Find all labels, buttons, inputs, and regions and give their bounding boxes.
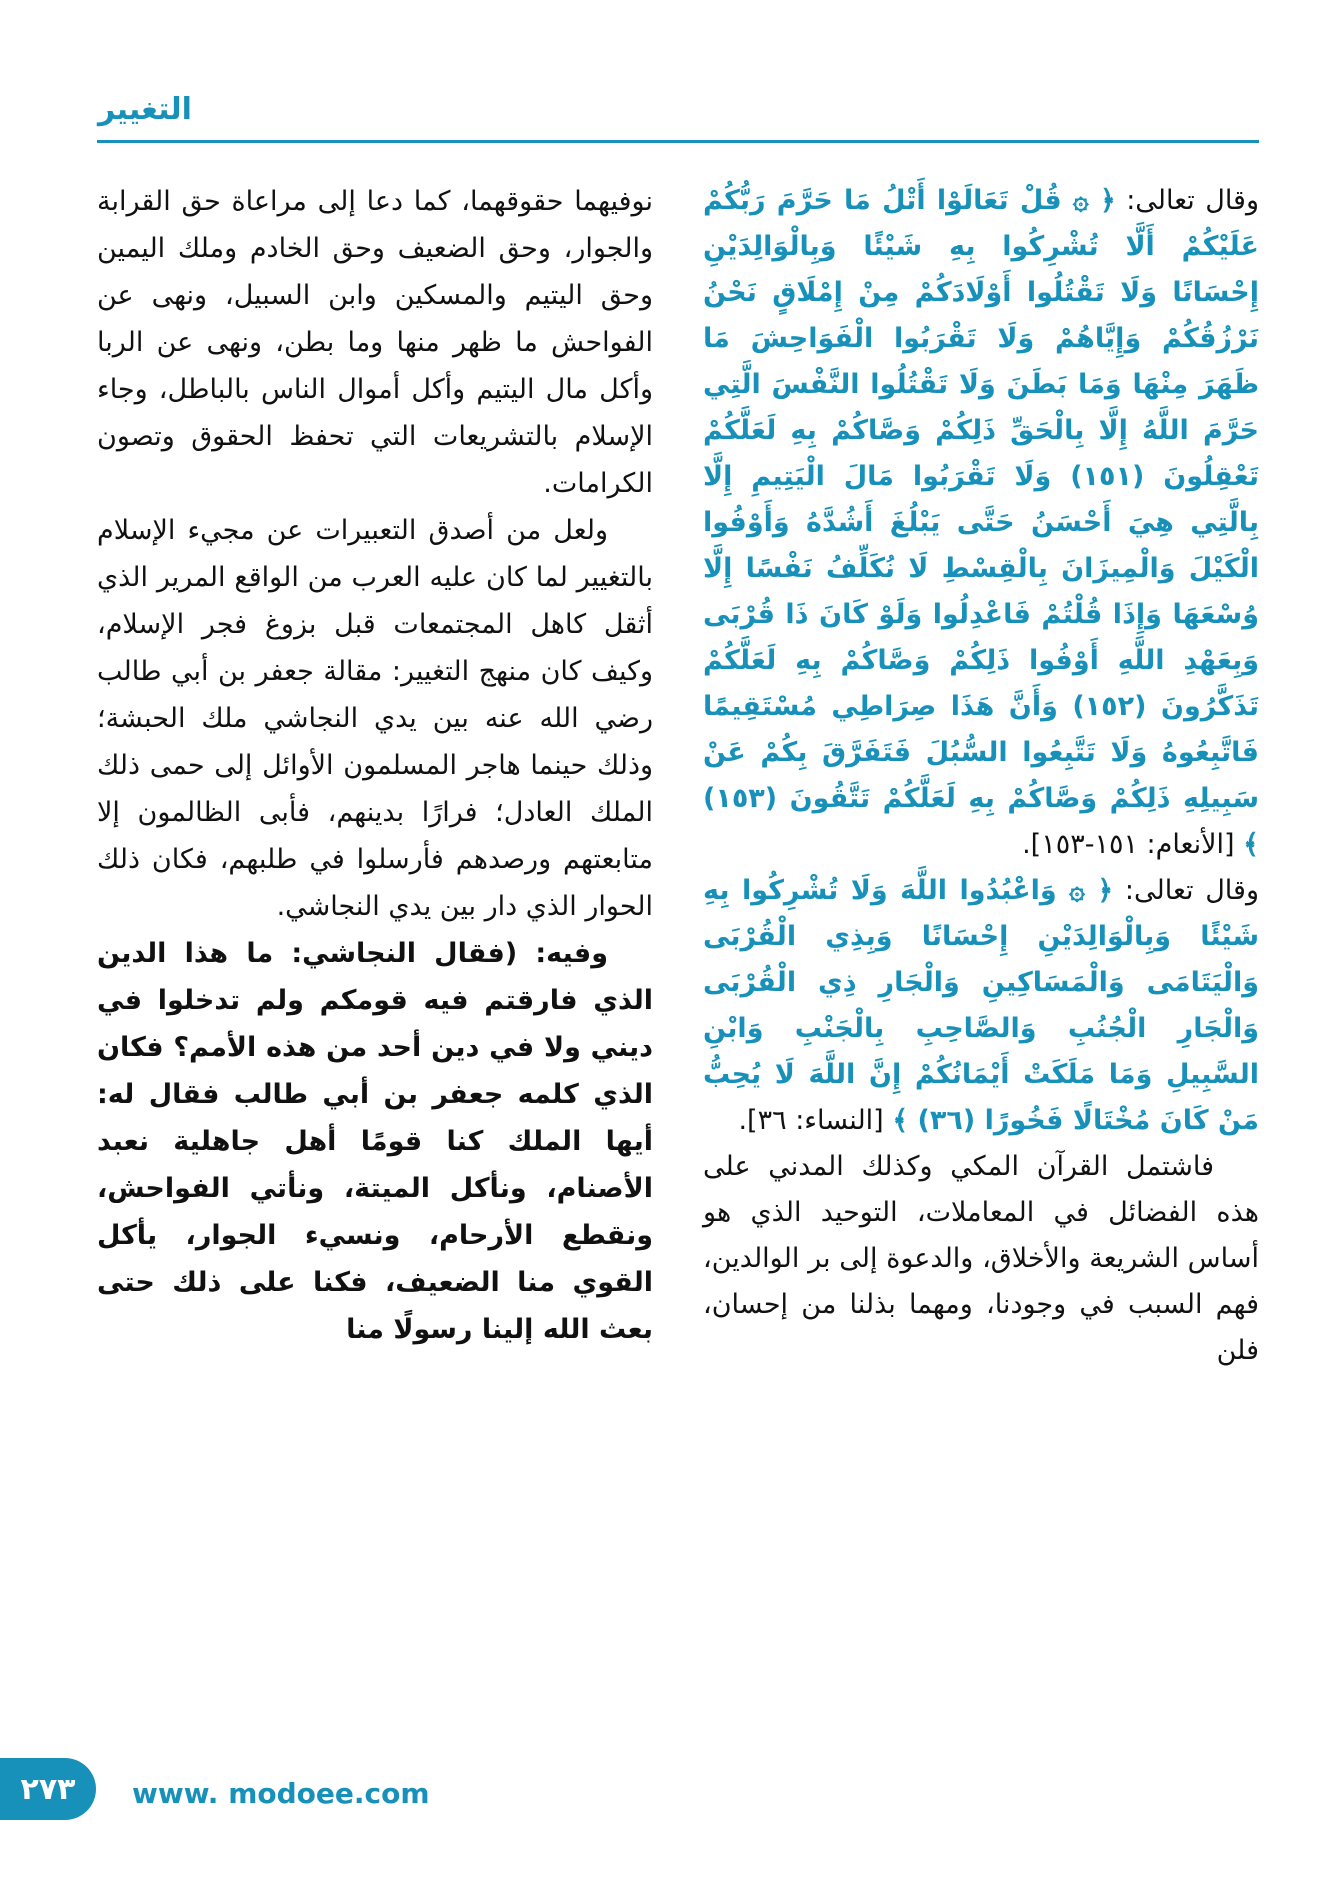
- body-paragraph-commentary: فاشتمل القرآن المكي وكذلك المدني على هذه الفضائل في المعاملات، التوحيد الذي هو أساس الشريعة والأخلاق، والدعوة إلى بر الوالدين، فهم السبب في وجودنا، ومهما بذلنا من إحسان، فلن: [703, 1151, 1259, 1366]
- body-paragraph-1: نوفيهما حقوقهما، كما دعا إلى مراعاة حق القرابة والجوار، وحق الضعيف وحق الخادم وملك اليمين وحق اليتيم والمسكين وابن السبيل، ونهى عن الفواحش ما ظهر منها وما بطن، ونهى عن الربا وأكل مال اليتيم وأكل أموال الناس بالباطل، وجاء الإسلام بالتشريعات التي تحفظ الحقوق وتصون الكرامات.: [97, 186, 653, 499]
- quran-quote-nisa: ﴿ ۞ وَاعْبُدُوا اللَّهَ وَلَا تُشْرِكُوا بِهِ شَيْئًا وَبِالْوَالِدَيْنِ إِحْسَانًا وَبِذِي الْقُرْبَى وَالْيَتَامَى وَالْمَسَاكِينِ وَالْجَارِ ذِي الْقُرْبَى وَالْجَارِ الْجُنُبِ وَالصَّاحِبِ بِالْجَنْبِ وَابْنِ السَّبِيلِ وَمَا مَلَكَتْ أَيْمَانُكُمْ إِنَّ اللَّهَ لَا يُحِبُّ مَنْ كَانَ مُخْتَالًا فَخُورًا (٣٦) ﴾: [703, 875, 1259, 1136]
- quran-section-2: [703, 868, 1259, 1144]
- quran-quote-anam: ﴿ ۞ قُلْ تَعَالَوْا أَتْلُ مَا حَرَّمَ رَبُّكُمْ عَلَيْكُمْ أَلَّا تُشْرِكُوا بِهِ شَيْئًا وَبِالْوَالِدَيْنِ إِحْسَانًا وَلَا تَقْتُلُوا أَوْلَادَكُمْ مِنْ إِمْلَاقٍ نَحْنُ نَرْزُقُكُمْ وَإِيَّاهُمْ وَلَا تَقْرَبُوا الْفَوَاحِشَ مَا ظَهَرَ مِنْهَا وَمَا بَطَنَ وَلَا تَقْتُلُوا النَّفْسَ الَّتِي حَرَّمَ اللَّهُ إِلَّا بِالْحَقِّ ذَلِكُمْ وَصَّاكُمْ بِهِ لَعَلَّكُمْ تَعْقِلُونَ (١٥١) وَلَا تَقْرَبُوا مَالَ الْيَتِيمِ إِلَّا بِالَّتِي هِيَ أَحْسَنُ حَتَّى يَبْلُغَ أَشُدَّهُ وَأَوْفُوا الْكَيْلَ وَالْمِيزَانَ بِالْقِسْطِ لَا نُكَلِّفُ نَفْسًا إِلَّا وُسْعَهَا وَإِذَا قُلْتُمْ فَاعْدِلُوا وَلَوْ كَانَ ذَا قُرْبَى وَبِعَهْدِ اللَّهِ أَوْفُوا ذَلِكُمْ وَصَّاكُمْ بِهِ لَعَلَّكُمْ تَذَكَّرُونَ (١٥٢) وَأَنَّ هَذَا صِرَاطِي مُسْتَقِيمًا فَاتَّبِعُوهُ وَلَا تَتَّبِعُوا السُّبُلَ فَتَفَرَّقَ بِكُمْ عَنْ سَبِيلِهِ ذَلِكُمْ وَصَّاكُمْ بِهِ لَعَلَّكُمْ تَتَّقُونَ (١٥٣) ﴾: [703, 185, 1259, 860]
- header-divider: [97, 140, 1259, 143]
- body-paragraph-najashi-bold: وفيه: (فقال النجاشي: ما هذا الدين الذي فارقتم فيه قومكم ولم تدخلوا في ديني ولا في دين أحد من هذه الأمم؟ فكان الذي كلمه جعفر بن أبي طالب فقال له: أيها الملك كنا قومًا أهل جاهلية نعبد الأصنام، ونأكل الميتة، ونأتي الفواحش، ونقطع الأرحام، ونسيء الجوار، يأكل القوي منا الضعيف، فكنا على ذلك حتى بعث الله إلينا رسولًا منا: [97, 938, 653, 1345]
- page-header-title: التغيير: [98, 92, 192, 127]
- website-url: www. modoee.com: [132, 1777, 430, 1810]
- text-columns: [97, 178, 1259, 1374]
- quote-citation-nisa: [النساء: ٣٦].: [738, 1105, 884, 1136]
- column-right: [703, 178, 1259, 1374]
- page-number-badge: [0, 1758, 96, 1820]
- quote-citation-anam: [الأنعام: ١٥١-١٥٣].: [1022, 829, 1235, 860]
- body-paragraph-2: ولعل من أصدق التعبيرات عن مجيء الإسلام بالتغيير لما كان عليه العرب من الواقع المرير الذي أثقل كاهل المجتمعات قبل بزوغ فجر الإسلام، وكيف كان منهج التغيير: مقالة جعفر بن أبي طالب رضي الله عنه بين يدي النجاشي ملك الحبشة؛ وذلك حينما هاجر المسلمون الأوائل إلى حمى ذلك الملك العادل؛ فرارًا بدينهم، فأبى الظالمون إلا متابعتهم ورصدهم فأرسلوا في طلبهم، فكان ذلك الحوار الذي دار بين يدي النجاشي.: [97, 515, 653, 922]
- quote-intro-1: وقال تعالى:: [1126, 185, 1259, 216]
- quran-section-1: [703, 178, 1259, 868]
- column-left: [97, 178, 653, 1374]
- page-number: ٢٧٣: [20, 1771, 76, 1807]
- quote-intro-2: وقال تعالى:: [1124, 875, 1259, 906]
